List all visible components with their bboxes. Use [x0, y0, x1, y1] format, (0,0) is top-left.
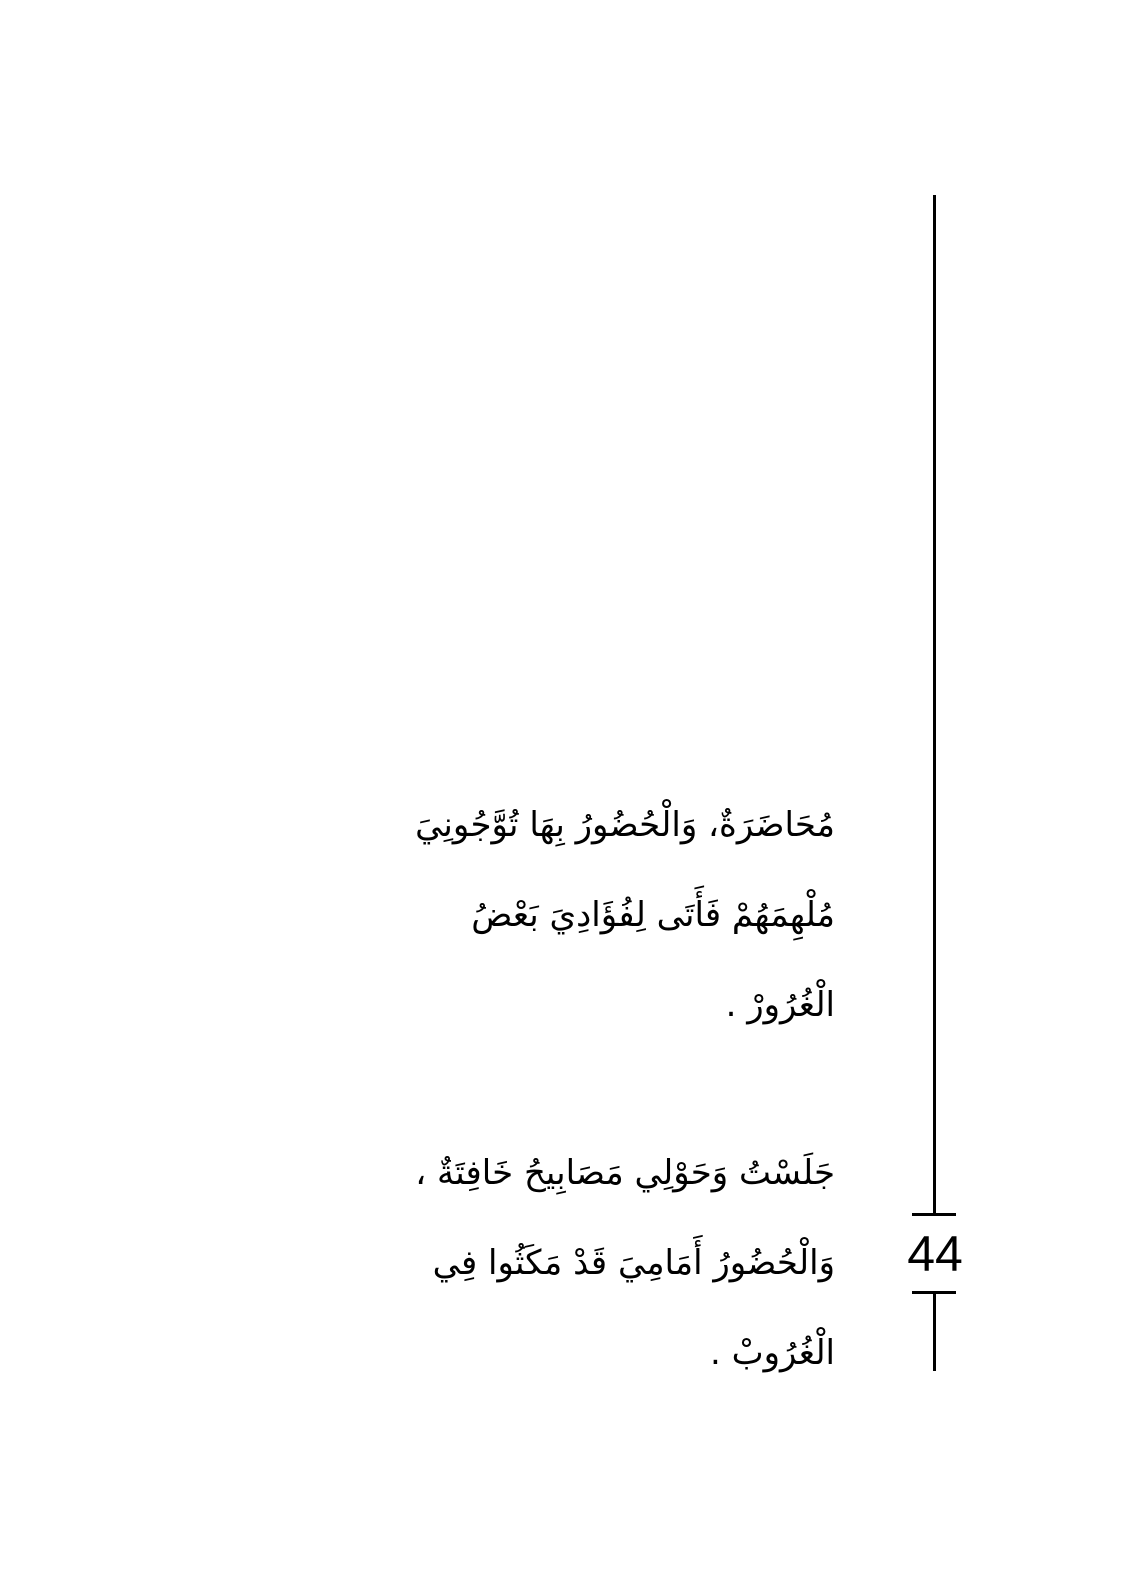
- stanza-line: مُحَاضَرَةٌ، وَالْحُضُورُ بِهَا تُوَّجُونِيَ: [415, 805, 835, 845]
- margin-rule-lower: [933, 1291, 936, 1371]
- stanza-line: الْغُرُوبْ .: [709, 1333, 835, 1373]
- page-number-top-tick: [912, 1213, 956, 1216]
- stanza-line: مُلْهِمَهُمْ فَأَتَى لِفُؤَادِيَ بَعْضُ: [471, 895, 835, 935]
- stanza-line: الْغُرُورْ .: [725, 985, 835, 1025]
- stanza-line: جَلَسْتُ وَحَوْلِي مَصَابِيحُ خَافِتَةٌ ،: [415, 1153, 835, 1193]
- margin-rule-upper: [933, 195, 936, 1215]
- page-number: 44: [907, 1226, 963, 1282]
- stanza-1: [195, 780, 835, 1050]
- stanza-line: وَالْحُضُورُ أَمَامِيَ قَدْ مَكَثُوا فِي: [432, 1243, 835, 1283]
- stanza-2: [195, 1128, 835, 1398]
